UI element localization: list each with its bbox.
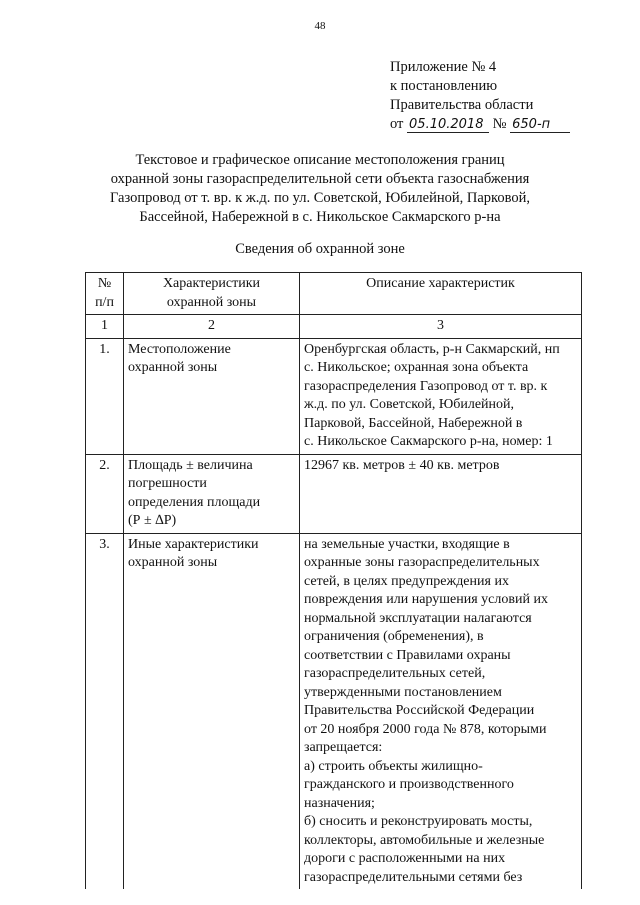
row-description [300, 454, 582, 533]
cell-line: коллекторы, автомобильные и железные [304, 832, 545, 848]
title-line: охранной зоны газораспределительной сети объекта газоснабжения [110, 171, 530, 187]
cell-line: Площадь ± величина [128, 457, 253, 473]
cell-line: охранной зоны [128, 555, 218, 570]
cell-line: нормальной эксплуатации налагаются [304, 610, 532, 626]
header-text: охранной зоны [166, 294, 257, 310]
row-number: 2. [86, 454, 124, 533]
cell-line: сетей, в целях предупреждения их [304, 573, 509, 589]
section-subtitle: Сведения об охранной зоне [235, 241, 405, 257]
table-row [86, 454, 582, 533]
handwritten-date: 05.10.2018 [407, 117, 489, 133]
cell-line: ж.д. по ул. Советской, Юбилейной, [304, 397, 515, 412]
header-number [86, 273, 124, 315]
cell-line: Иные характеристики [128, 536, 259, 552]
title-line: Текстовое и графическое описание местоположения границ [135, 152, 505, 168]
cell-line: погрешности [128, 476, 207, 491]
cell-line: на земельные участки, входящие в [304, 536, 510, 552]
cell-line: с. Никольское; охранная зона объекта [304, 360, 529, 375]
cell-line: Местоположение [128, 341, 231, 357]
header-text: № [97, 276, 112, 291]
cell-line: назначения; [304, 795, 375, 811]
header-description [300, 273, 582, 315]
row-number: 1. [86, 338, 124, 454]
appendix-title: Приложение № 4 [390, 59, 497, 75]
row-number: 3. [86, 533, 124, 889]
index-cell: 1 [86, 315, 124, 339]
index-cell: 3 [300, 315, 582, 339]
header-text: Характеристики [162, 276, 261, 291]
appendix-block [390, 58, 570, 134]
cell-line: с. Никольское Сакмарского р-на, номер: 1 [304, 434, 553, 449]
title-line: Бассейной, Набережной в с. Никольское Сакмарского р-на [139, 209, 501, 225]
cell-line: б) сносить и реконструировать мосты, [304, 814, 533, 829]
cell-line: ограничения (обременения), в [304, 629, 484, 644]
number-prefix: № [492, 116, 507, 132]
row-characteristic [124, 454, 300, 533]
cell-line: дороги с расположенными на них [304, 851, 506, 866]
table-row [86, 533, 582, 889]
cell-line: охранной зоны [128, 360, 218, 375]
table-index-row [86, 315, 582, 339]
handwritten-number: 650-п [510, 117, 570, 133]
cell-line: Правительства Российской Федерации [304, 703, 535, 718]
cell-line: повреждения или нарушения условий их [304, 592, 548, 607]
cell-line: запрещается: [304, 740, 383, 755]
row-characteristic [124, 533, 300, 889]
cell-line: определения площади [128, 494, 261, 510]
appendix-date-line [390, 115, 570, 134]
row-characteristic [124, 338, 300, 454]
cell-line: газораспределительных сетей, [304, 666, 486, 681]
row-description [300, 533, 582, 889]
title-line: Газопровод от т. вр. к ж.д. по ул. Советской, Юбилейной, Парковой, [110, 190, 530, 206]
cell-line: Парковой, Бассейной, Набережной в [304, 415, 523, 431]
cell-line: соответствии с Правилами охраны [304, 647, 511, 663]
cell-line: (Р ± ∆Р) [128, 513, 177, 528]
table-row [86, 338, 582, 454]
header-text: Описание характеристик [366, 276, 515, 291]
cell-line: газораспределительными сетями без [304, 869, 523, 885]
cell-line: от 20 ноября 2000 года № 878, которыми [304, 721, 547, 737]
appendix-ref-line: к постановлению [390, 78, 498, 94]
cell-line: Оренбургская область, р-н Сакмарский, нп [304, 341, 560, 357]
index-cell: 2 [124, 315, 300, 339]
page-number: 48 [314, 20, 326, 32]
cell-line: гражданского и производственного [304, 777, 514, 792]
appendix-authority: Правительства области [390, 97, 534, 113]
date-prefix: от [390, 116, 404, 132]
cell-line: охранные зоны газораспределительных [304, 555, 540, 570]
cell-line: газораспределения Газопровод от т. вр. к [304, 378, 548, 394]
table-header-row [86, 273, 582, 315]
cell-line: утвержденными постановлением [304, 684, 502, 700]
header-text: п/п [95, 294, 114, 310]
header-characteristic [124, 273, 300, 315]
document-title [90, 151, 550, 227]
row-description [300, 338, 582, 454]
cell-line: 12967 кв. метров ± 40 кв. метров [304, 457, 500, 473]
cell-line: а) строить объекты жилищно- [304, 758, 483, 774]
zone-info-table [85, 272, 582, 889]
